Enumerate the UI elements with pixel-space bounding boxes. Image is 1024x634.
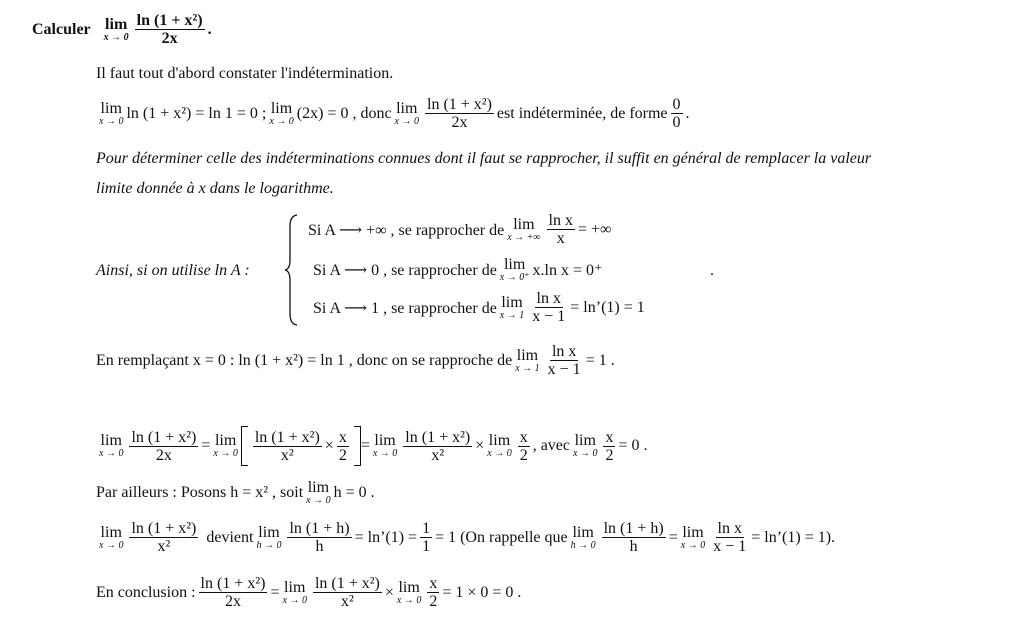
devient-line: lim x → 0 ln (1 + x²) x² devient lim h → 0 $\frac{\ln (1 + h)}{h}$ = ln’(1) = $\frac{1}{1}$ = 1 (On rappelle que lim h → 0 $\frac{\ln (1 + h)}{h}$ = lim x → 0 $\frac{\text{ln x}}{x - 1}$ = ln’(1) = 1). [99,520,836,555]
brace-icon [284,214,298,326]
fraction: ln (1 + x²) 2x [136,12,203,47]
limit: lim x → 0 [103,15,129,43]
math-line: lim x → 0 ln (1 + x²) = ln 1 = 0 ; lim x → 0 (2x) = 0 , donc lim x → 0 ln (1 + x²) 2x est indéterminée, de forme 0 0 . [99,96,690,131]
title-label: Calculer [32,20,91,38]
case-2: Si A ⟶ 0 , se rapprocher de lim x → 0⁺ x.ln x = 0⁺ [313,256,603,283]
remplacant-line: En remplaçant x = 0 : ln (1 + x²) = ln 1 , donc on se rapproche de lim x → 1 $\frac{\text{ln x}}{x - 1}$ = 1 . [96,343,615,378]
par-ailleurs-line: Par ailleurs : Posons h = x² , soit lim x → 0 h = 0 . [96,479,375,506]
italic-text: limite donnée à x dans le logarithme. [96,180,334,197]
ainsi-text: Ainsi, si on utilise ln A : [96,262,250,279]
conclusion-line: En conclusion : $\frac{\text{ln (1 + x²)}}{2x}$ = lim x → 0 $\frac{\text{ln (1 + x²)}}{\text{x²}}$ × lim x → 0 $\frac{x}{2}$ = 1 × 0 = 0 . [96,575,522,610]
case-1: Si A ⟶ +∞ , se rapprocher de lim x → +∞ $\frac{\text{ln x}}{x}$ = +∞ [308,212,612,247]
case-3: Si A ⟶ 1 , se rapprocher de lim x → 1 $\frac{\text{ln x}}{x - 1}$ = ln’(1) = 1 [313,290,645,325]
big-equation: lim x → 0 $\frac{\text{ln (1 + x²)}}{2x}$ = lim x → 0 $\frac{\text{ln (1 + x²)}}{\text{x²}}$ × $\frac{x}{2}$ = lim x → 0 $\frac{\text{ln (1 + x²)}}{\text{x²}}$ × lim x → 0 x 2 , avec lim x → 0 $\frac{x}{2}$ = 0 . [96,426,648,466]
title-line: Calculer lim x → 0 ln (1 + x²) 2x . [32,12,212,47]
dot: . [710,262,714,279]
text-line: Il faut tout d'abord constater l'indétermination. [96,65,394,82]
italic-text: Pour déterminer celle des indéterminations connues dont il faut se rapprocher, il suffit en général de remplacer la valeur [96,150,872,167]
